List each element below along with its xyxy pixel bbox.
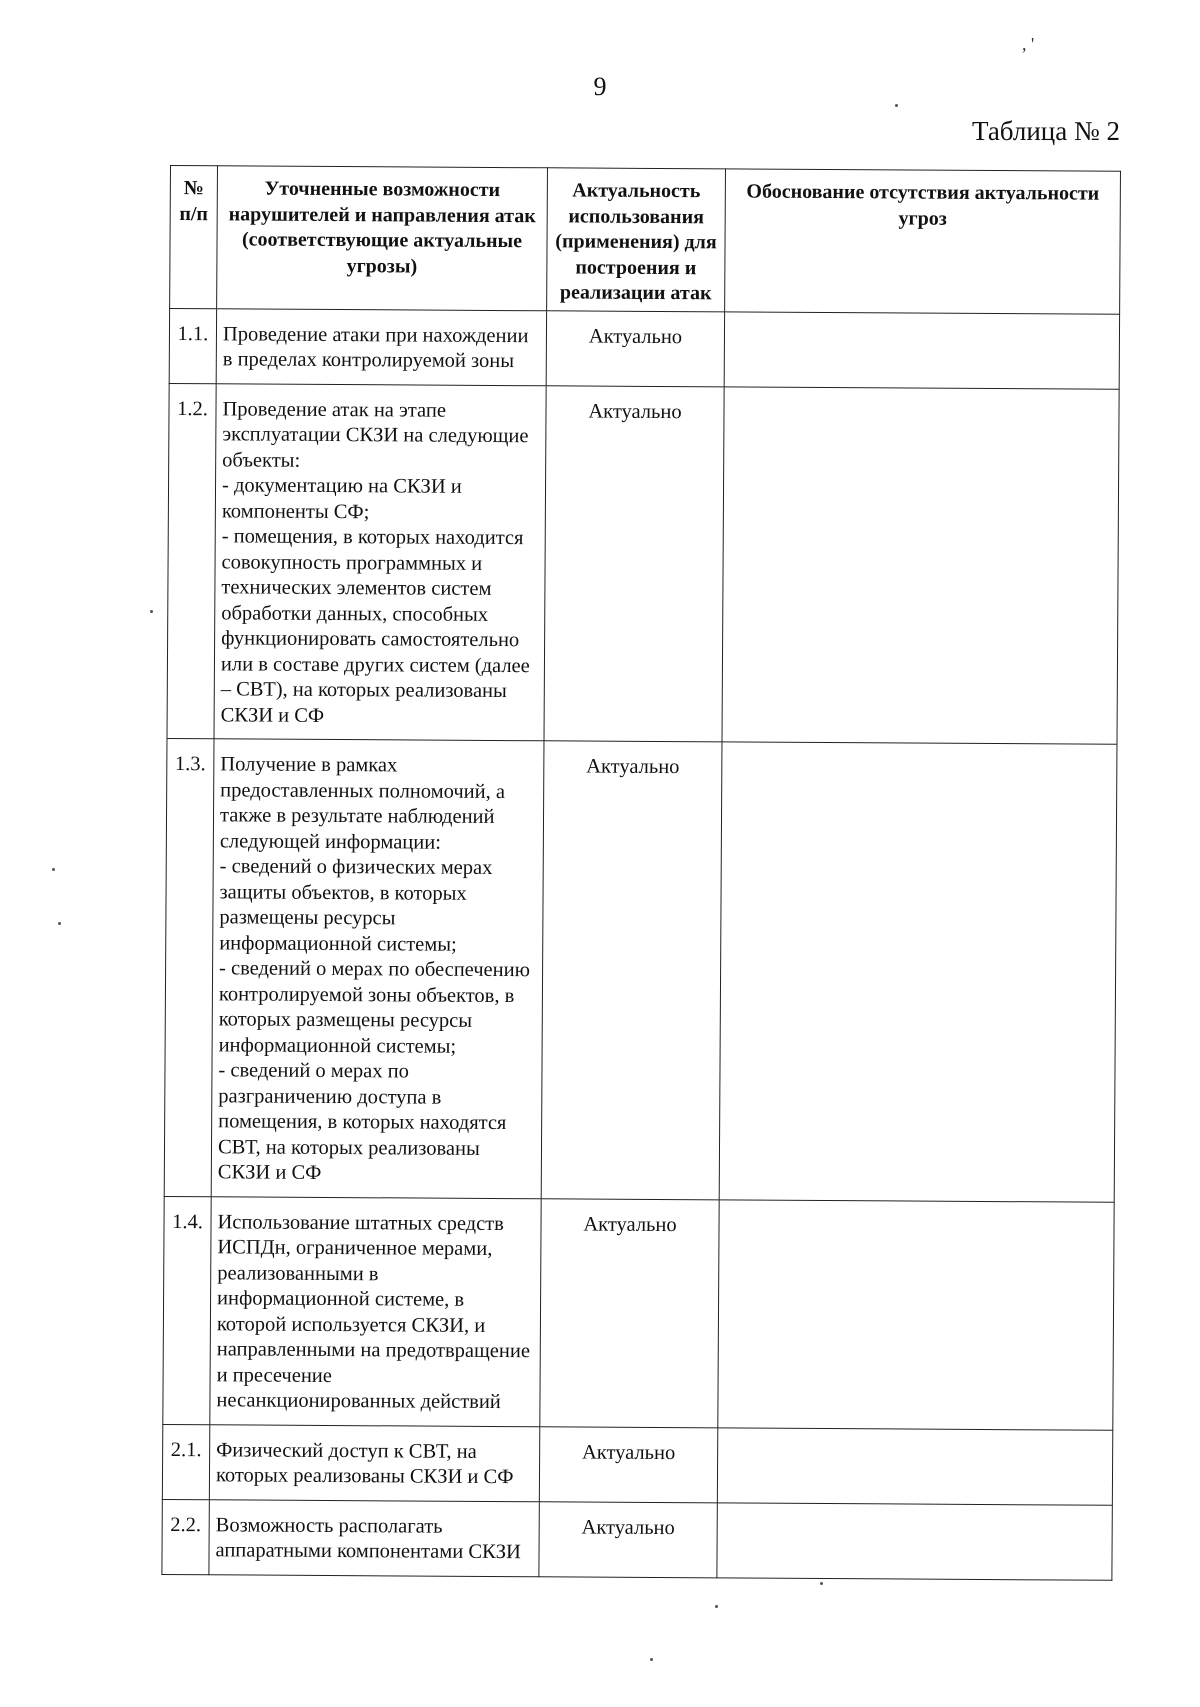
header-number-text: № п/п: [179, 177, 209, 225]
row-justification: [718, 1199, 1114, 1429]
row-description: Проведение атак на этапе эксплуатации СКЗИ на следующие объекты: - документацию на СКЗИ и компоненты СФ; - помещения, в которых находится совокупность программных и технических элементов систем обработки данных, способных функционировать самостоятельно или в составе других систем (далее – СВТ), на которых реализованы СКЗИ и СФ: [214, 383, 546, 741]
header-number: [170, 166, 218, 309]
row-description: Физический доступ к СВТ, на которых реализованы СКЗИ и СФ: [209, 1424, 539, 1501]
row-status: Актуально: [539, 1426, 717, 1502]
header-relevance-text: Актуальность использования (применения) для построения и реализации атак: [555, 179, 717, 305]
scan-speck: [715, 1605, 718, 1608]
scan-speck: [895, 104, 898, 107]
row-description: Получение в рамках предоставленных полномочий, а также в результате наблюдений следующей информации: - сведений о физических мерах защиты объектов, в которых размещены ресурсы информационной системы; - сведений о мерах по обеспечению контролируемой зоны объектов, в которых размещены ресурсы информационной системы; - сведений о мерах по разграничению доступа в помещения, в которых находятся СВТ, на которых реализованы СКЗИ и СФ: [211, 739, 544, 1199]
corner-marks: , ': [1022, 34, 1035, 54]
header-relevance: [547, 168, 726, 312]
header-capabilities-text: Уточненные возможности нарушителей и направления атак (соответствующие актуальные угрозы): [228, 177, 536, 278]
table-caption: Таблица № 2: [972, 116, 1120, 146]
row-number: 1.3.: [164, 738, 214, 1196]
row-justification: [717, 1427, 1112, 1504]
row-number: 1.1.: [169, 308, 216, 383]
table-row: [164, 738, 1117, 1201]
row-number: 1.2.: [167, 383, 216, 739]
row-justification: [719, 742, 1117, 1202]
row-status: Актуально: [546, 310, 724, 386]
row-description: Использование штатных средств ИСПДн, ограниченное мерами, реализованными в информационной системе, в которой используется СКЗИ, и направленными на предотвращение и пресечение несанкционированных действий: [210, 1196, 541, 1426]
row-status: Актуально: [541, 741, 722, 1200]
row-status: Актуально: [540, 1198, 719, 1427]
row-number: 2.2.: [162, 1499, 209, 1574]
row-description: Возможность располагать аппаратными компонентами СКЗИ: [209, 1499, 539, 1576]
header-justification-text: Обоснование отсутствия актуальности угроз: [746, 180, 1100, 230]
row-status: Актуально: [539, 1501, 717, 1577]
row-number: 1.4.: [163, 1196, 211, 1424]
header-capabilities: [217, 166, 548, 311]
scan-speck: [52, 868, 55, 871]
table-row: [169, 308, 1119, 389]
scan-speck: [820, 1582, 823, 1585]
scan-speck: [150, 610, 153, 613]
header-justification: [725, 169, 1121, 314]
row-status: Актуально: [544, 385, 724, 742]
row-justification: [722, 386, 1119, 744]
row-number: 2.1.: [162, 1424, 209, 1499]
page-number: 9: [593, 72, 607, 101]
row-description: Проведение атаки при нахождении в пределах контролируемой зоны: [216, 308, 546, 385]
table-row: [162, 1499, 1112, 1580]
scan-speck: [58, 922, 61, 925]
row-justification: [717, 1502, 1112, 1579]
row-justification: [724, 311, 1119, 388]
threat-table: [161, 165, 1121, 1580]
table-row: [167, 383, 1119, 744]
scan-speck: [650, 1658, 653, 1661]
table-row: [163, 1196, 1114, 1430]
table-header-row: [170, 166, 1121, 314]
table-row: [162, 1424, 1112, 1505]
